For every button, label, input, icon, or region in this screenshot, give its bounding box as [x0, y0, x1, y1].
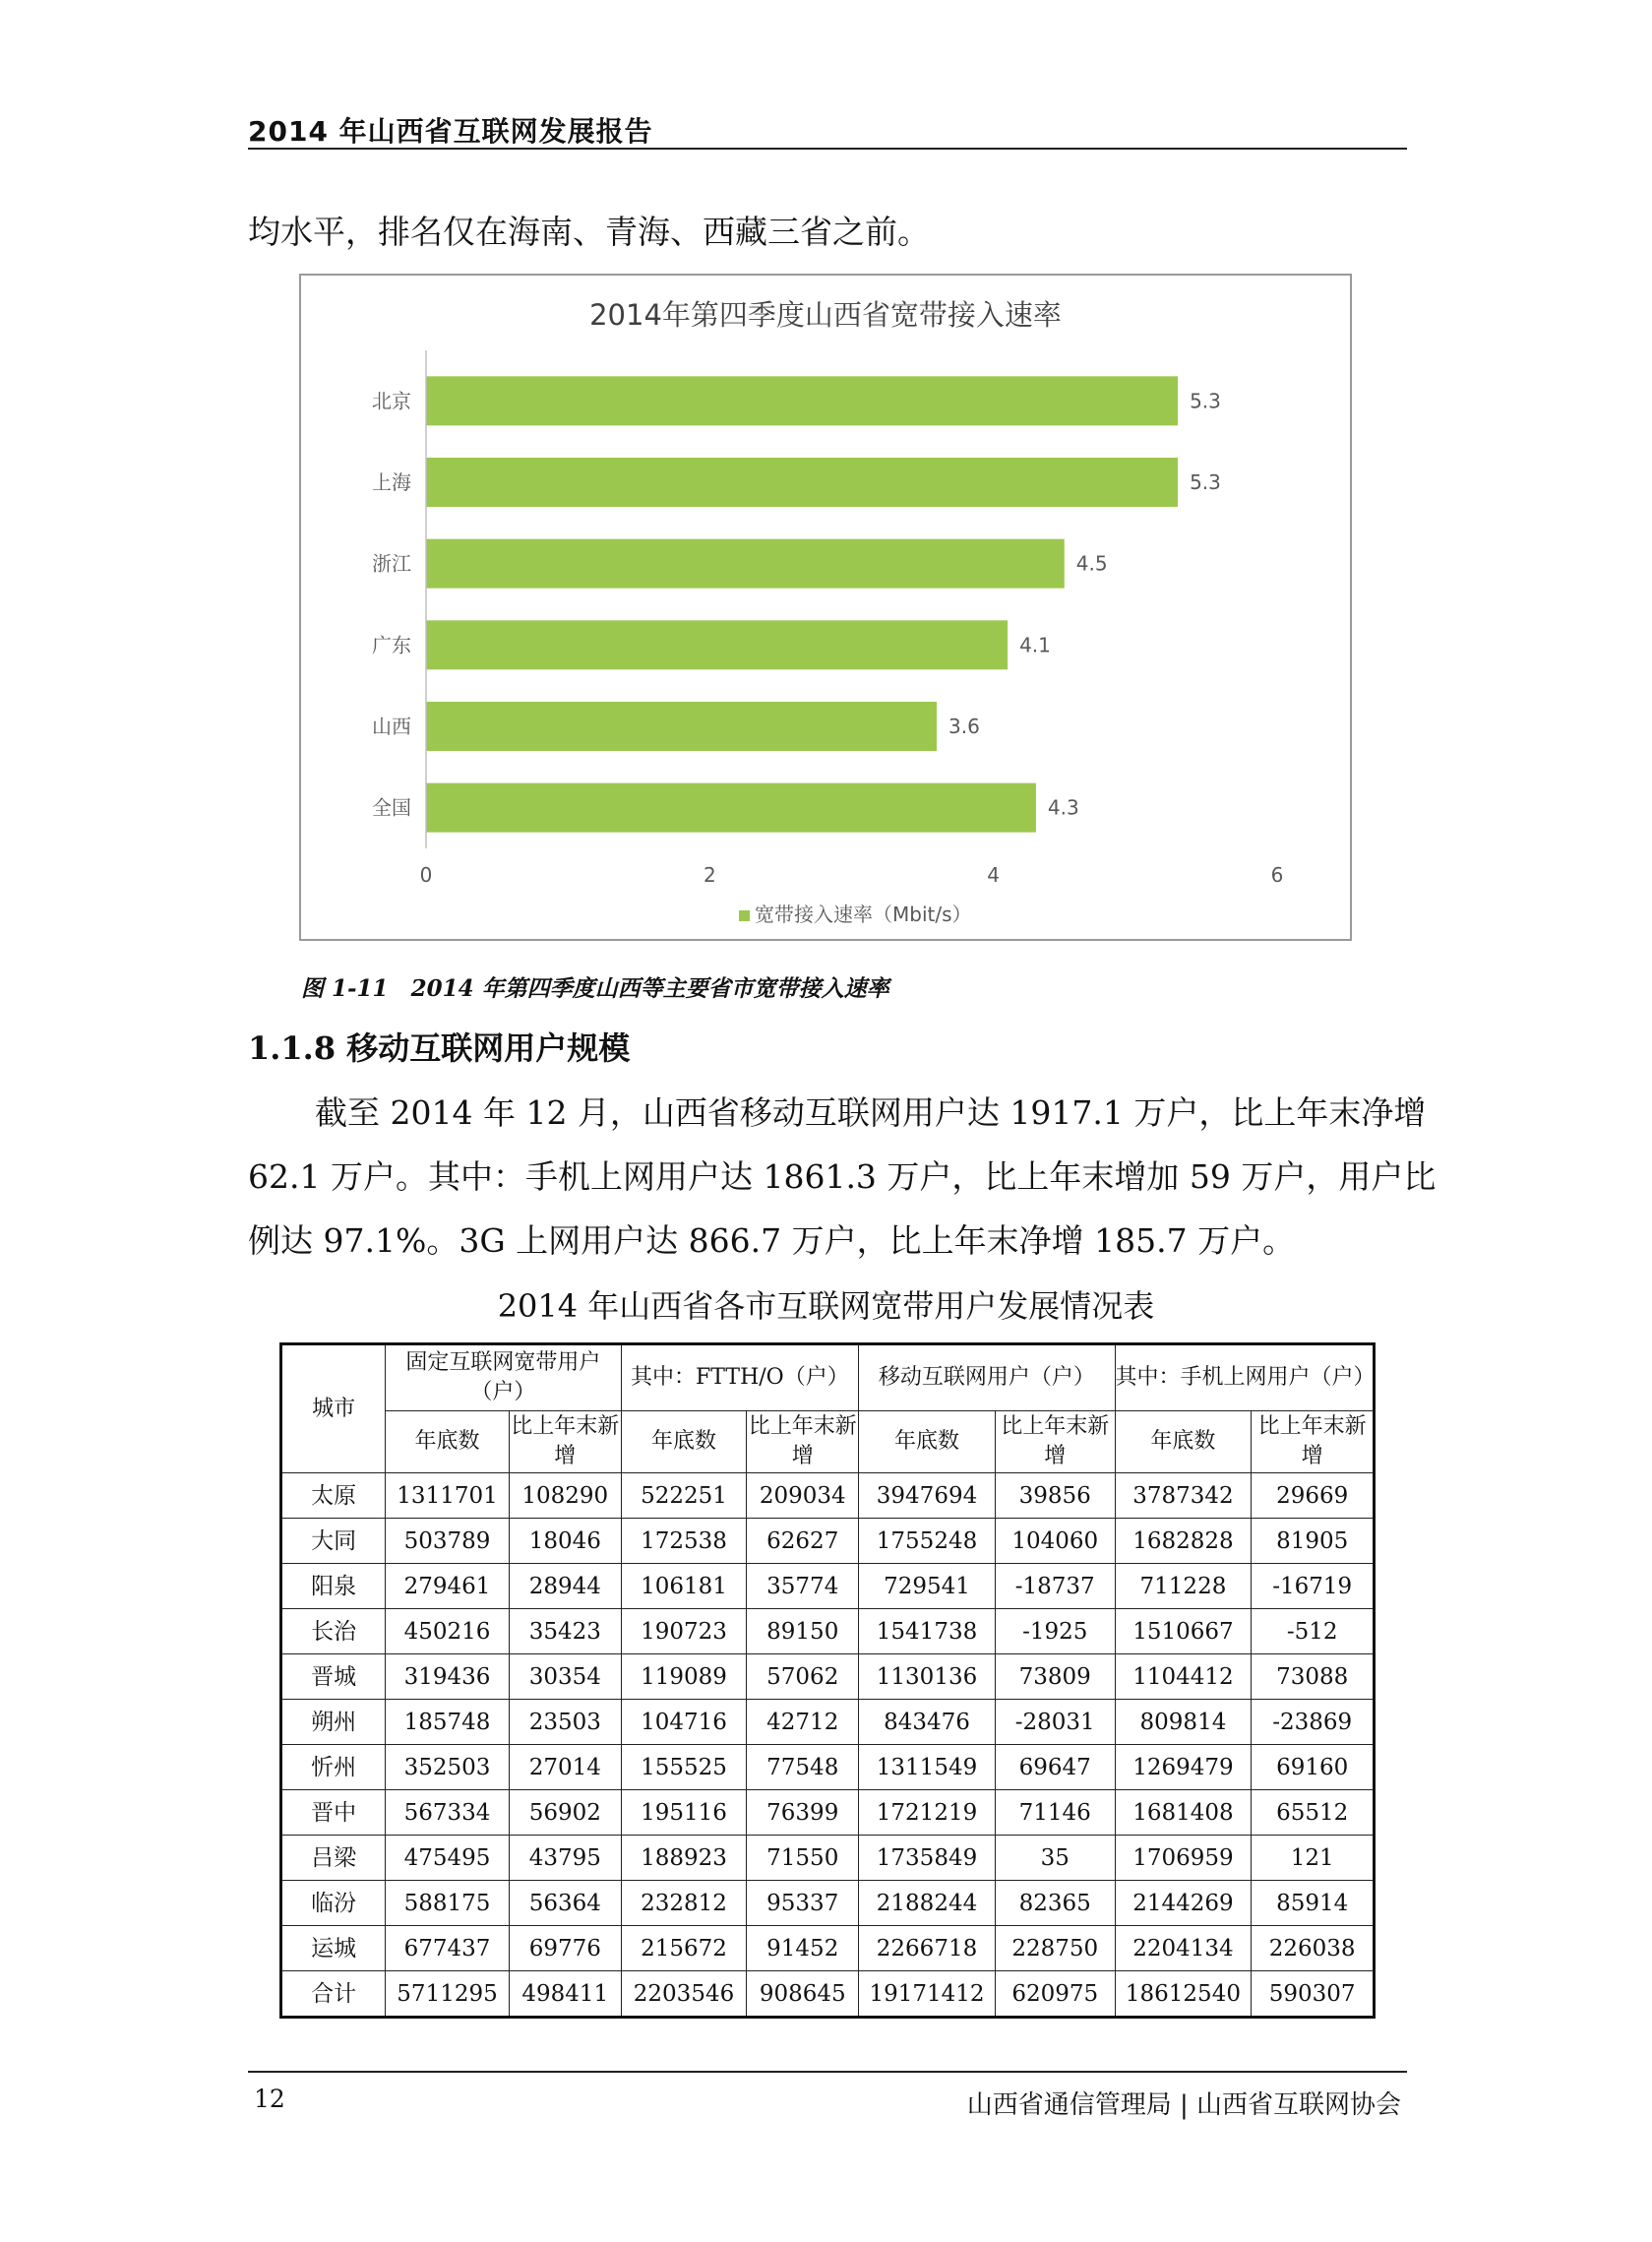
table-cell: 82365	[995, 1881, 1115, 1926]
table-cell: 1735849	[859, 1836, 996, 1881]
table-cell: 475495	[386, 1836, 510, 1881]
x-tick-label: 2	[703, 863, 716, 887]
table-cell: 43795	[509, 1836, 621, 1881]
table-cell: 104060	[995, 1519, 1115, 1564]
table-cell: 28944	[509, 1564, 621, 1609]
sub-header-new: 比上年末新增	[995, 1411, 1115, 1473]
table-cell: 56364	[509, 1881, 621, 1926]
sub-header-new: 比上年末新增	[1252, 1411, 1375, 1473]
category-label: 全国	[372, 795, 411, 820]
table-cell: 522251	[621, 1473, 747, 1519]
section-heading: 1.1.8 移动互联网用户规模	[248, 1029, 631, 1067]
table-cell: 588175	[386, 1881, 510, 1926]
x-tick-label: 4	[987, 863, 1001, 887]
bar-广东	[426, 620, 1008, 669]
header-divider	[248, 148, 1407, 150]
table-cell: 35	[995, 1836, 1115, 1881]
table-row	[281, 1700, 1375, 1745]
table-cell-city: 忻州	[281, 1745, 386, 1790]
table-cell: 18612540	[1115, 1971, 1252, 2018]
table-cell-city: 晋城	[281, 1654, 386, 1700]
table-cell-city: 晋中	[281, 1790, 386, 1836]
table-cell: 19171412	[859, 1971, 996, 2018]
category-label: 山西	[372, 715, 411, 738]
table-row	[281, 1926, 1375, 1971]
table-cell: 1269479	[1115, 1745, 1252, 1790]
data-label: 4.5	[1075, 551, 1108, 576]
bar-全国	[426, 783, 1036, 833]
table-cell: 23503	[509, 1700, 621, 1745]
table-cell: 2144269	[1115, 1881, 1252, 1926]
category-label: 浙江	[372, 551, 411, 576]
table-cell: 1682828	[1115, 1519, 1252, 1564]
table-cell: 185748	[386, 1700, 510, 1745]
bar-北京	[426, 376, 1178, 425]
table-cell: 226038	[1252, 1926, 1375, 1971]
table-cell: 195116	[621, 1790, 747, 1836]
table-cell: 69160	[1252, 1745, 1375, 1790]
table-cell: 711228	[1115, 1564, 1252, 1609]
table-cell: 567334	[386, 1790, 510, 1836]
table-cell-city: 运城	[281, 1926, 386, 1971]
x-tick-label: 6	[1270, 863, 1284, 887]
x-tick-label: 0	[419, 863, 433, 887]
data-label: 3.6	[948, 715, 980, 738]
table-cell: 57062	[747, 1654, 859, 1700]
table-cell: 1721219	[859, 1790, 996, 1836]
table-cell: 5711295	[386, 1971, 510, 2018]
table-cell: 76399	[747, 1790, 859, 1836]
table-cell: 62627	[747, 1519, 859, 1564]
table-cell-city: 朔州	[281, 1700, 386, 1745]
table-cell: 155525	[621, 1745, 747, 1790]
table-cell: 71146	[995, 1790, 1115, 1836]
table-cell: 677437	[386, 1926, 510, 1971]
group-header-mobile: 移动互联网用户（户）	[859, 1344, 1115, 1411]
table-cell: 319436	[386, 1654, 510, 1700]
table-cell: 2188244	[859, 1881, 996, 1926]
legend-label: 宽带接入速率（Mbit/s）	[755, 903, 972, 926]
table-cell: 73809	[995, 1654, 1115, 1700]
report-header-title: 2014 年山西省互联网发展报告	[248, 115, 653, 148]
table-row	[281, 1564, 1375, 1609]
table-row	[281, 1881, 1375, 1926]
data-label: 5.3	[1190, 470, 1221, 494]
table-cell-city: 太原	[281, 1473, 386, 1519]
table-cell: 121	[1252, 1836, 1375, 1881]
chart-container	[299, 274, 1352, 941]
table-cell: -16719	[1252, 1564, 1375, 1609]
table-cell: 232812	[621, 1881, 747, 1926]
table-cell-city: 吕梁	[281, 1836, 386, 1881]
figure-caption: 图 1-11 2014 年第四季度山西等主要省市宽带接入速率	[301, 975, 889, 1002]
table-cell: 590307	[1252, 1971, 1375, 2018]
table-cell: 65512	[1252, 1790, 1375, 1836]
table-cell: 106181	[621, 1564, 747, 1609]
sub-header-new: 比上年末新增	[747, 1411, 859, 1473]
table-cell: 108290	[509, 1473, 621, 1519]
group-header-fixed: 固定互联网宽带用户（户）	[386, 1344, 622, 1411]
table-cell: 279461	[386, 1564, 510, 1609]
table-cell: 1311549	[859, 1745, 996, 1790]
table-cell: 35774	[747, 1564, 859, 1609]
table-cell: 2203546	[621, 1971, 747, 2018]
table-cell-city: 长治	[281, 1609, 386, 1654]
sub-header-year-end: 年底数	[621, 1411, 747, 1473]
chart-title: 2014年第四季度山西省宽带接入速率	[589, 298, 1062, 332]
table-cell: 1104412	[1115, 1654, 1252, 1700]
table-title: 2014 年山西省各市互联网宽带用户发展情况表	[497, 1287, 1155, 1325]
table-cell: 95337	[747, 1881, 859, 1926]
category-label: 广东	[372, 633, 411, 657]
table-row	[281, 1971, 1375, 2018]
table-row	[281, 1745, 1375, 1790]
table-cell: 503789	[386, 1519, 510, 1564]
table-cell: 30354	[509, 1654, 621, 1700]
table-cell: 809814	[1115, 1700, 1252, 1745]
category-label: 北京	[372, 389, 411, 413]
table-cell: 352503	[386, 1745, 510, 1790]
page-number: 12	[254, 2085, 285, 2113]
data-label: 4.3	[1047, 795, 1079, 820]
table-cell: -18737	[995, 1564, 1115, 1609]
group-header-ftth: 其中：FTTH/O（户）	[621, 1344, 858, 1411]
footer-divider	[248, 2071, 1407, 2073]
table-row	[281, 1473, 1375, 1519]
table-row	[281, 1654, 1375, 1700]
table-cell: 620975	[995, 1971, 1115, 2018]
table-cell: 42712	[747, 1700, 859, 1745]
table-cell-city: 合计	[281, 1971, 386, 2018]
table-cell: 71550	[747, 1836, 859, 1881]
table-cell: 81905	[1252, 1519, 1375, 1564]
bar-上海	[426, 458, 1178, 507]
table-cell: 228750	[995, 1926, 1115, 1971]
table-cell: 27014	[509, 1745, 621, 1790]
table-cell: -28031	[995, 1700, 1115, 1745]
table-cell: 39856	[995, 1473, 1115, 1519]
table-cell: 1510667	[1115, 1609, 1252, 1654]
table-cell: 91452	[747, 1926, 859, 1971]
sub-header-year-end: 年底数	[1115, 1411, 1252, 1473]
bar-山西	[426, 702, 937, 751]
body-line-3: 例达 97.1%。3G 上网用户达 866.7 万户，比上年末净增 185.7 万户。	[248, 1221, 1296, 1260]
sub-header-year-end: 年底数	[859, 1411, 996, 1473]
table-row	[281, 1836, 1375, 1881]
table-cell: 843476	[859, 1700, 996, 1745]
category-label: 上海	[372, 470, 411, 494]
table-cell: 498411	[509, 1971, 621, 2018]
table-row	[281, 1790, 1375, 1836]
table-cell: 73088	[1252, 1654, 1375, 1700]
table-cell: 1311701	[386, 1473, 510, 1519]
bar-chart	[301, 276, 1350, 939]
table-cell-city: 大同	[281, 1519, 386, 1564]
table-cell: 89150	[747, 1609, 859, 1654]
table-cell: 190723	[621, 1609, 747, 1654]
body-line-1: 截至 2014 年 12 月，山西省移动互联网用户达 1917.1 万户，比上年末净增	[315, 1093, 1427, 1132]
table-cell: 209034	[747, 1473, 859, 1519]
table-cell: 1130136	[859, 1654, 996, 1700]
group-header-handset: 其中：手机上网用户（户）	[1115, 1344, 1374, 1411]
table-cell: 729541	[859, 1564, 996, 1609]
table-cell: 908645	[747, 1971, 859, 2018]
table-cell: 215672	[621, 1926, 747, 1971]
intro-paragraph: 均水平，排名仅在海南、青海、西藏三省之前。	[248, 213, 930, 251]
city-header: 城市	[281, 1344, 386, 1473]
table-cell: -512	[1252, 1609, 1375, 1654]
table-cell: -23869	[1252, 1700, 1375, 1745]
table-cell: 85914	[1252, 1881, 1375, 1926]
table-cell: 172538	[621, 1519, 747, 1564]
table-cell: 1681408	[1115, 1790, 1252, 1836]
table-cell: -1925	[995, 1609, 1115, 1654]
table-cell: 18046	[509, 1519, 621, 1564]
table-cell-city: 阳泉	[281, 1564, 386, 1609]
bar-浙江	[426, 539, 1065, 589]
broadband-users-table	[279, 1342, 1376, 2019]
data-label: 4.1	[1019, 633, 1051, 657]
table-cell: 29669	[1252, 1473, 1375, 1519]
table-cell: 119089	[621, 1654, 747, 1700]
table-cell: 56902	[509, 1790, 621, 1836]
table-cell: 3787342	[1115, 1473, 1252, 1519]
table-row	[281, 1609, 1375, 1654]
sub-header-year-end: 年底数	[386, 1411, 510, 1473]
table-cell: 1755248	[859, 1519, 996, 1564]
table-cell: 188923	[621, 1836, 747, 1881]
table-cell: 2266718	[859, 1926, 996, 1971]
table-cell: 3947694	[859, 1473, 996, 1519]
table-cell: 69647	[995, 1745, 1115, 1790]
footer-organizations: 山西省通信管理局 | 山西省互联网协会	[966, 2090, 1401, 2120]
table-row	[281, 1519, 1375, 1564]
table-cell: 69776	[509, 1926, 621, 1971]
table-cell: 1706959	[1115, 1836, 1252, 1881]
table-cell: 35423	[509, 1609, 621, 1654]
table-cell-city: 临汾	[281, 1881, 386, 1926]
body-line-2: 62.1 万户。其中：手机上网用户达 1861.3 万户，比上年末增加 59 万户，用户比	[248, 1157, 1437, 1196]
legend-swatch	[739, 910, 750, 921]
table-cell: 2204134	[1115, 1926, 1252, 1971]
table-cell: 104716	[621, 1700, 747, 1745]
data-label: 5.3	[1190, 389, 1221, 413]
table-cell: 77548	[747, 1745, 859, 1790]
table-cell: 1541738	[859, 1609, 996, 1654]
sub-header-new: 比上年末新增	[509, 1411, 621, 1473]
table-cell: 450216	[386, 1609, 510, 1654]
